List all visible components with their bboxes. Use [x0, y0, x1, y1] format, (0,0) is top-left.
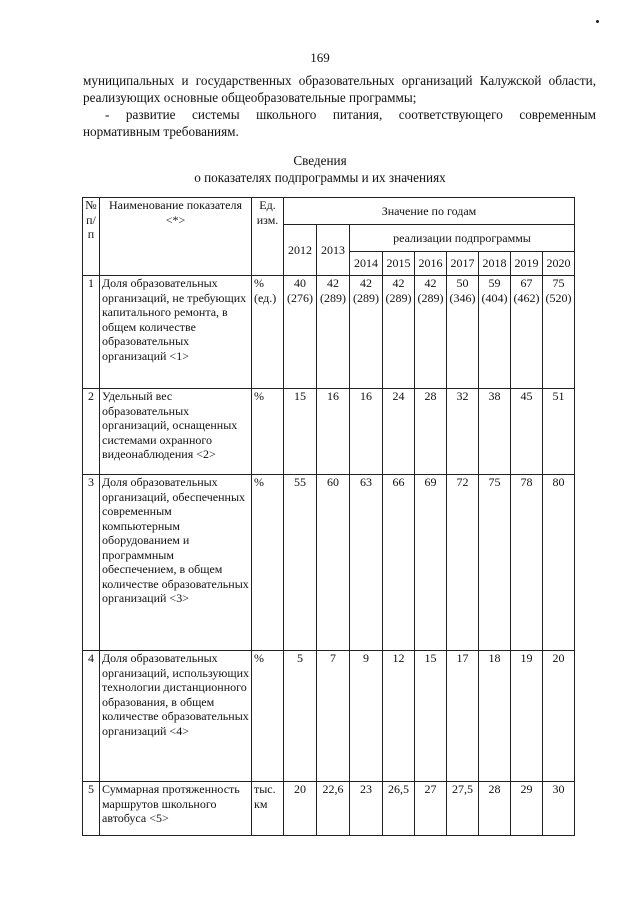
year-header: 2020	[543, 252, 575, 276]
row-value: 28	[415, 389, 447, 475]
row-value: 80	[543, 475, 575, 651]
row-value: 60	[317, 475, 350, 651]
header-unit: Ед. изм.	[252, 198, 284, 276]
row-value: 75	[479, 475, 511, 651]
row-value: 38	[479, 389, 511, 475]
year-header: 2015	[383, 252, 415, 276]
row-name: Удельный вес образовательных организаций, оснащенных системами охранного видеонаблюдения <2>	[100, 389, 252, 475]
row-unit: %	[252, 475, 284, 651]
row-value: 45	[511, 389, 543, 475]
row-value: 18	[479, 651, 511, 782]
row-value: 29	[511, 782, 543, 836]
row-value: 7	[317, 651, 350, 782]
row-value: 27,5	[447, 782, 479, 836]
row-unit: %	[252, 651, 284, 782]
row-unit: %	[252, 389, 284, 475]
header-num: № п/п	[83, 198, 100, 276]
row-value: 75 (520)	[543, 276, 575, 389]
row-value: 17	[447, 651, 479, 782]
year-header: 2012	[284, 225, 317, 276]
table-row	[83, 276, 575, 389]
row-value: 5	[284, 651, 317, 782]
row-value: 30	[543, 782, 575, 836]
row-num: 2	[83, 389, 100, 475]
row-value: 16	[317, 389, 350, 475]
page-number: 169	[310, 50, 330, 65]
table-row	[83, 651, 575, 782]
row-value: 15	[415, 651, 447, 782]
row-value: 28	[479, 782, 511, 836]
year-header: 2018	[479, 252, 511, 276]
row-value: 42 (289)	[415, 276, 447, 389]
indicators-table	[82, 197, 575, 836]
row-value: 16	[350, 389, 383, 475]
row-value: 66	[383, 475, 415, 651]
row-value: 12	[383, 651, 415, 782]
year-header: 2017	[447, 252, 479, 276]
row-value: 59 (404)	[479, 276, 511, 389]
row-value: 15	[284, 389, 317, 475]
row-value: 67 (462)	[511, 276, 543, 389]
year-header: 2016	[415, 252, 447, 276]
row-num: 1	[83, 276, 100, 389]
intro-text	[83, 72, 596, 140]
table-row	[83, 782, 575, 836]
header-realization: реализации подпрограммы	[350, 225, 575, 252]
heading-subtitle: о показателях подпрограммы и их значениях	[194, 170, 446, 185]
row-value: 32	[447, 389, 479, 475]
row-value: 42 (289)	[317, 276, 350, 389]
row-value: 20	[543, 651, 575, 782]
row-value: 72	[447, 475, 479, 651]
row-name: Доля образовательных организаций, не требующих капитального ремонта, в общем количестве образовательных организаций <1>	[100, 276, 252, 389]
intro-line-2: - развитие системы школьного питания, соответствующего современным нормативным требованиям.	[83, 107, 596, 139]
row-value: 55	[284, 475, 317, 651]
row-name: Доля образовательных организаций, обеспеченных современным компьютерным оборудованием и программным обеспечением, в общем количестве образовательных организаций <3>	[100, 475, 252, 651]
row-value: 50 (346)	[447, 276, 479, 389]
row-value: 78	[511, 475, 543, 651]
row-name: Суммарная протяженность маршрутов школьного автобуса <5>	[100, 782, 252, 836]
year-header: 2019	[511, 252, 543, 276]
row-unit: % (ед.)	[252, 276, 284, 389]
row-value: 24	[383, 389, 415, 475]
row-value: 27	[415, 782, 447, 836]
intro-line-1: муниципальных и государственных образовательных организаций Калужской области, реализующих основные общеобразовательные программы;	[83, 73, 596, 105]
row-value: 42 (289)	[383, 276, 415, 389]
header-name: Наименование показателя <*>	[100, 198, 252, 276]
row-value: 63	[350, 475, 383, 651]
row-num: 5	[83, 782, 100, 836]
row-value: 23	[350, 782, 383, 836]
year-header: 2013	[317, 225, 350, 276]
row-value: 26,5	[383, 782, 415, 836]
row-name: Доля образовательных организаций, использующих технологии дистанционного образования, в общем количестве образовательных организаций <4>	[100, 651, 252, 782]
row-value: 42 (289)	[350, 276, 383, 389]
scan-mark	[596, 20, 599, 23]
row-num: 4	[83, 651, 100, 782]
row-unit: тыс. км	[252, 782, 284, 836]
row-value: 19	[511, 651, 543, 782]
year-header: 2014	[350, 252, 383, 276]
row-value: 69	[415, 475, 447, 651]
table-row	[83, 389, 575, 475]
row-value: 9	[350, 651, 383, 782]
heading-title: Сведения	[293, 153, 347, 168]
header-values: Значение по годам	[284, 198, 575, 225]
table-row	[83, 475, 575, 651]
row-value: 51	[543, 389, 575, 475]
row-value: 20	[284, 782, 317, 836]
row-value: 22,6	[317, 782, 350, 836]
row-num: 3	[83, 475, 100, 651]
row-value: 40 (276)	[284, 276, 317, 389]
section-heading	[0, 152, 640, 186]
